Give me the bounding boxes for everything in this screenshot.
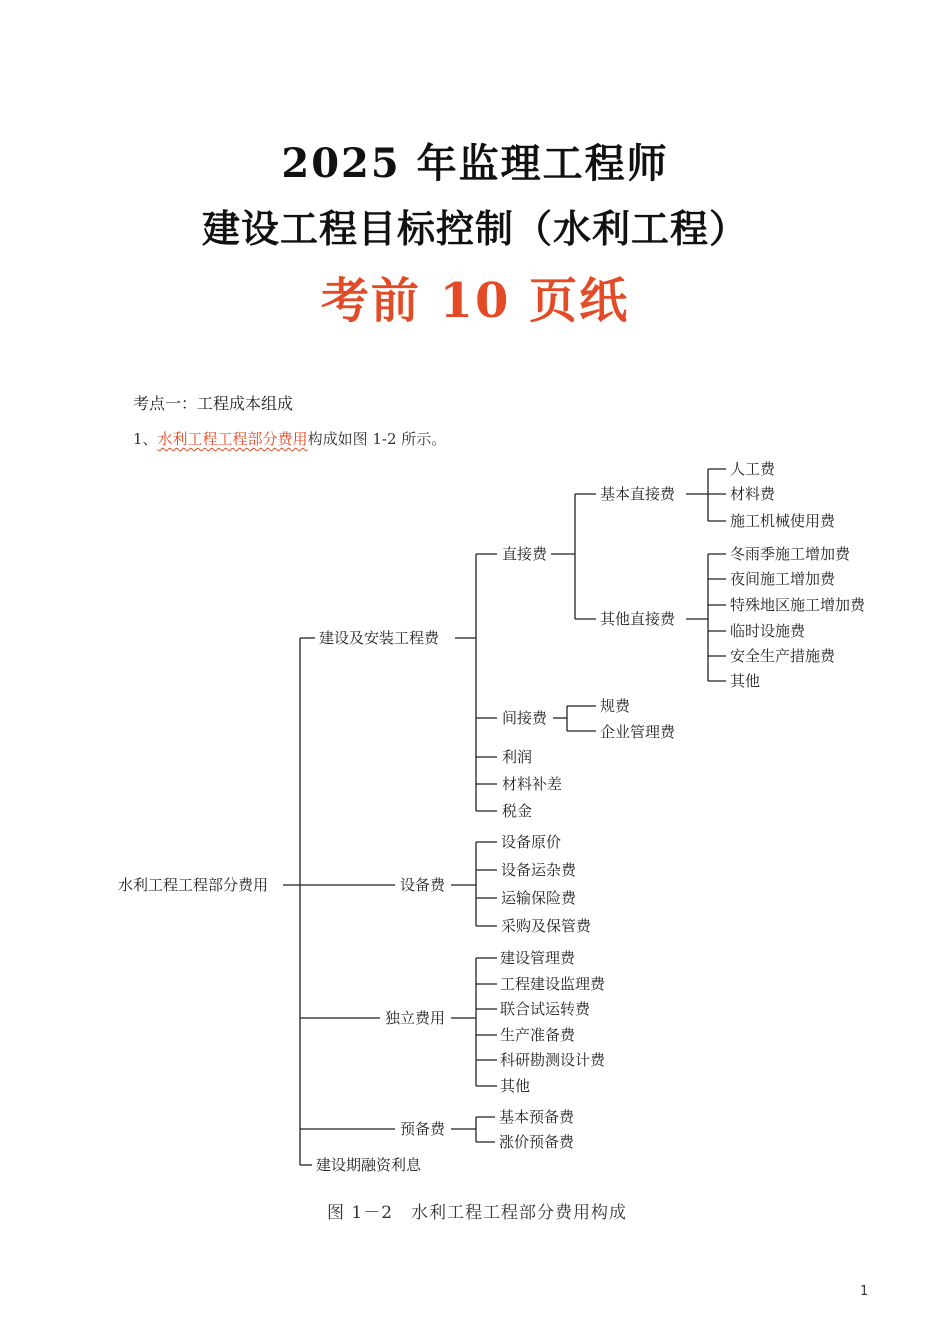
page-number: 1 <box>860 1284 869 1299</box>
node-qt1: 其他 <box>730 672 761 690</box>
node-sgjx: 施工机械使用费 <box>730 512 836 530</box>
para-highlight: 水利工程工程部分费用 <box>157 430 308 448</box>
node-kyck: 科研勘测设计费 <box>500 1051 606 1069</box>
node-cgbg: 采购及保管费 <box>501 917 592 935</box>
node-zjf: 直接费 <box>502 545 548 563</box>
node-qygl: 企业管理费 <box>600 723 676 741</box>
node-sj: 税金 <box>502 802 533 820</box>
node-sbyz: 设备运杂费 <box>501 861 577 879</box>
node-dyj: 冬雨季施工增加费 <box>730 545 851 563</box>
node-gcjl: 工程建设监理费 <box>500 975 606 993</box>
node-jsgl: 建设管理费 <box>500 949 576 967</box>
node-clf: 材料费 <box>730 485 776 503</box>
node-ysbx: 运输保险费 <box>501 889 577 907</box>
node-sbf: 设备费 <box>400 876 446 894</box>
node-lssh: 临时设施费 <box>730 622 806 640</box>
node-tsdq: 特殊地区施工增加费 <box>730 596 866 614</box>
para-prefix: 1、 <box>133 430 158 448</box>
node-clbc: 材料补差 <box>502 775 563 793</box>
para-rest: 构成如图 1-2 所示。 <box>307 430 447 448</box>
node-sczb: 生产准备费 <box>500 1026 576 1044</box>
node-root: 水利工程工程部分费用 <box>118 876 269 894</box>
node-aqsc: 安全生产措施费 <box>730 647 836 665</box>
node-rgf: 人工费 <box>730 460 776 478</box>
doc-title-line3: 考前 10 页纸 <box>320 273 630 329</box>
node-lr: 利润 <box>502 748 533 766</box>
node-jaz: 建设及安装工程费 <box>319 629 440 647</box>
node-qtzjf: 其他直接费 <box>600 610 676 628</box>
node-zjyb: 涨价预备费 <box>499 1133 575 1151</box>
figure-caption: 图 1－2 水利工程工程部分费用构成 <box>327 1203 628 1223</box>
node-yjsg: 夜间施工增加费 <box>730 570 836 588</box>
node-jbzjf: 基本直接费 <box>600 485 676 503</box>
node-lhsy: 联合试运转费 <box>500 1000 591 1018</box>
node-dlfy: 独立费用 <box>385 1009 446 1027</box>
doc-title-line1: 2025 年监理工程师 <box>281 140 669 187</box>
node-ybf: 预备费 <box>400 1120 446 1138</box>
node-gf: 规费 <box>600 697 631 715</box>
node-jbyb: 基本预备费 <box>499 1108 575 1126</box>
node-jsq: 建设期融资利息 <box>316 1156 422 1174</box>
doc-title-line2: 建设工程目标控制（水利工程） <box>201 207 748 251</box>
node-qt2: 其他 <box>500 1077 531 1095</box>
section-title: 考点一：工程成本组成 <box>133 394 294 413</box>
node-jjf: 间接费 <box>502 709 548 727</box>
node-sbyj: 设备原价 <box>501 833 562 851</box>
